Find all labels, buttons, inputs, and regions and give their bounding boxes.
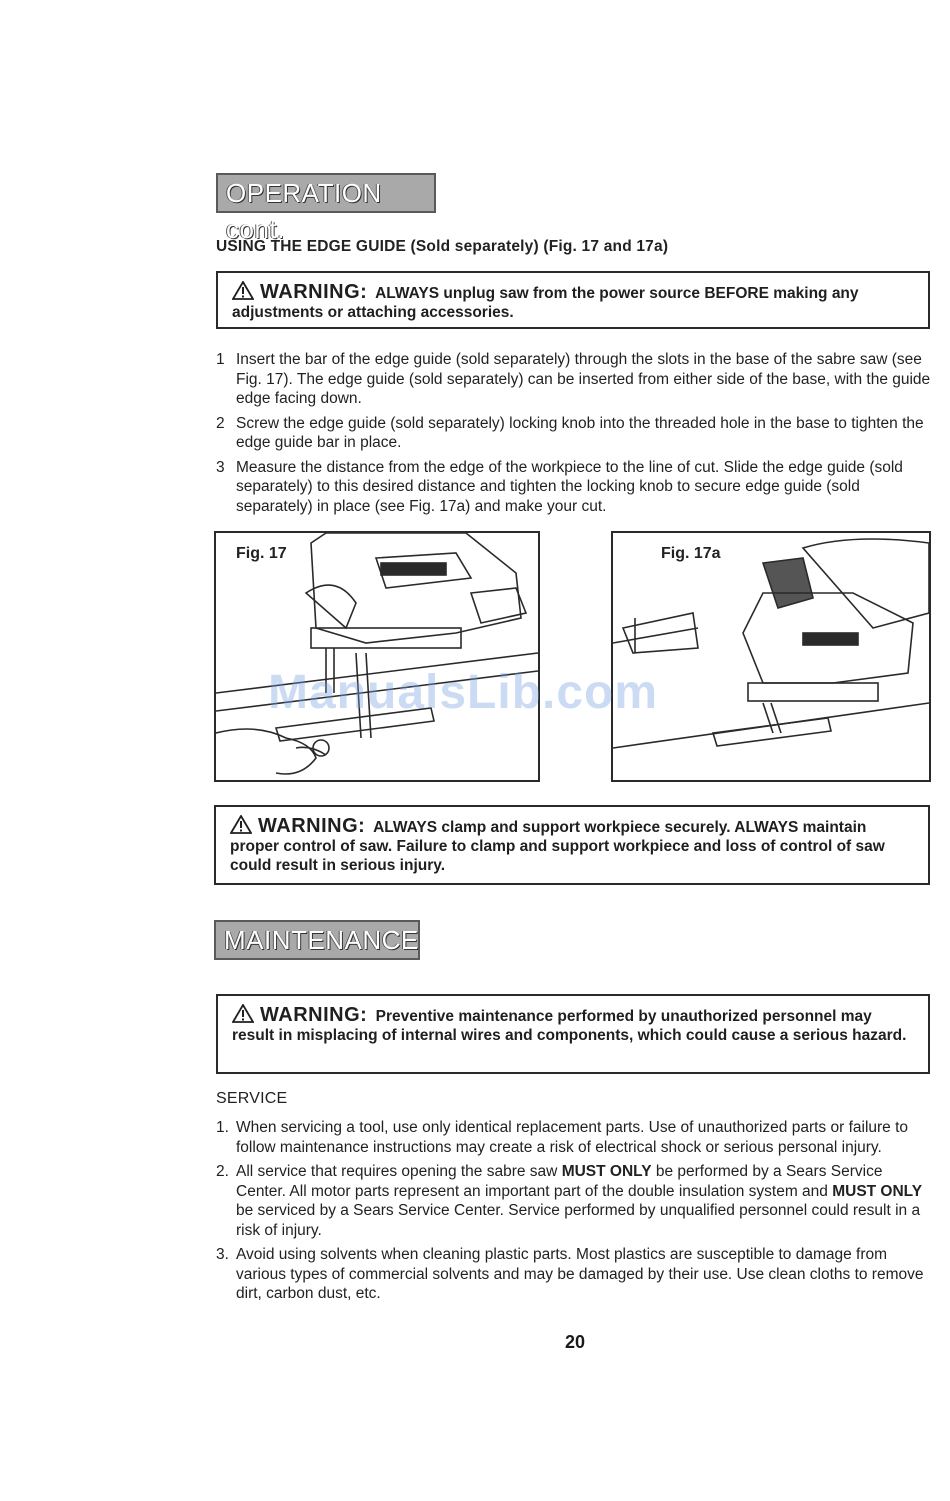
warning-box-maintenance bbox=[216, 994, 930, 1074]
jigsaw-edge-guide-cut-illustration bbox=[613, 533, 929, 780]
page-number: 20 bbox=[564, 1332, 586, 1352]
item-number: 1. bbox=[216, 1119, 229, 1136]
item-text: When servicing a tool, use only identical replacement parts. Use of unauthorized parts or failure to follow maintenance instructions may create a risk of electrical shock or serious personal injury. bbox=[236, 1119, 909, 1156]
warning-label: WARNING: bbox=[260, 281, 368, 303]
warning-triangle-icon bbox=[230, 815, 252, 834]
step-text: Insert the bar of the edge guide (sold separately) through the slots in the base of the sabre saw (see Fig. 17). The edge guide (sold separately) can be inserted from either side of the base, with the guide edge facing down. bbox=[236, 351, 931, 407]
warning-label: WARNING: bbox=[258, 815, 366, 837]
warning-triangle-icon bbox=[232, 281, 254, 300]
figure-17a bbox=[611, 531, 931, 782]
figure-label: Fig. 17a bbox=[661, 545, 721, 562]
watermark: ManualsLib.com bbox=[268, 666, 659, 719]
emphasis-must-only: MUST ONLY bbox=[832, 1182, 923, 1200]
list-item bbox=[216, 458, 932, 517]
emphasis-must-only: MUST ONLY bbox=[561, 1163, 652, 1180]
warning-box-unplug bbox=[216, 271, 930, 329]
warning-text: ALWAYS unplug saw from the power source BEFORE making any adjustments or attaching accessories. bbox=[232, 285, 859, 321]
item-text-part: be performed by a Sears Service Center. All motor parts represent an important part of the double insulation system and bbox=[236, 1163, 883, 1200]
step-number: 3 bbox=[216, 458, 225, 476]
list-item bbox=[216, 414, 932, 453]
edge-guide-subheading: USING THE EDGE GUIDE (Sold separately) (Fig. 17 and 17a) bbox=[216, 238, 669, 255]
item-text: Avoid using solvents when cleaning plastic parts. Most plastics are susceptible to damage from various types of commercial solvents and may be damaged by their use. Use clean cloths to remove dirt, carbon dust, etc. bbox=[236, 1246, 924, 1302]
warning-text: ALWAYS clamp and support workpiece securely. ALWAYS maintain proper control of saw. Failure to clamp and support workpiece and loss of control of saw could result in serious injury. bbox=[230, 819, 885, 874]
list-item bbox=[216, 350, 932, 409]
list-item bbox=[216, 1118, 934, 1157]
figure-17 bbox=[214, 531, 540, 782]
item-text-part: All service that requires opening the sabre saw bbox=[236, 1163, 562, 1180]
operation-section-header: OPERATION cont. bbox=[216, 173, 436, 213]
list-item bbox=[216, 1162, 934, 1240]
warning-label: WARNING: bbox=[260, 1004, 368, 1026]
jigsaw-edge-guide-illustration bbox=[216, 533, 538, 780]
item-text-part: be serviced by a Sears Service Center. Service performed by unqualified personnel could result in a risk of injury. bbox=[236, 1202, 921, 1239]
step-number: 2 bbox=[216, 414, 225, 432]
service-list bbox=[216, 1118, 934, 1309]
warning-triangle-icon bbox=[232, 1004, 254, 1023]
list-item bbox=[216, 1245, 934, 1304]
edge-guide-steps bbox=[216, 350, 932, 521]
step-text: Measure the distance from the edge of the workpiece to the line of cut. Slide the edge guide (sold separately) to this desired distance and tighten the locking knob to secure edge guide (sold separately) in place (see Fig. 17a) and make your cut. bbox=[236, 458, 903, 515]
figure-label: Fig. 17 bbox=[236, 545, 287, 562]
item-number: 3. bbox=[216, 1246, 229, 1263]
step-text: Screw the edge guide (sold separately) locking knob into the threaded hole in the base to tighten the edge guide bar in place. bbox=[236, 414, 924, 451]
service-heading: SERVICE bbox=[216, 1090, 288, 1107]
maintenance-section-header: MAINTENANCE bbox=[214, 920, 420, 960]
item-number: 2. bbox=[216, 1163, 229, 1180]
warning-box-clamp bbox=[214, 805, 930, 885]
warning-text: Preventive maintenance performed by unauthorized personnel may result in misplacing of internal wires and components, which could cause a serious hazard. bbox=[232, 1008, 907, 1044]
step-number: 1 bbox=[216, 351, 225, 368]
